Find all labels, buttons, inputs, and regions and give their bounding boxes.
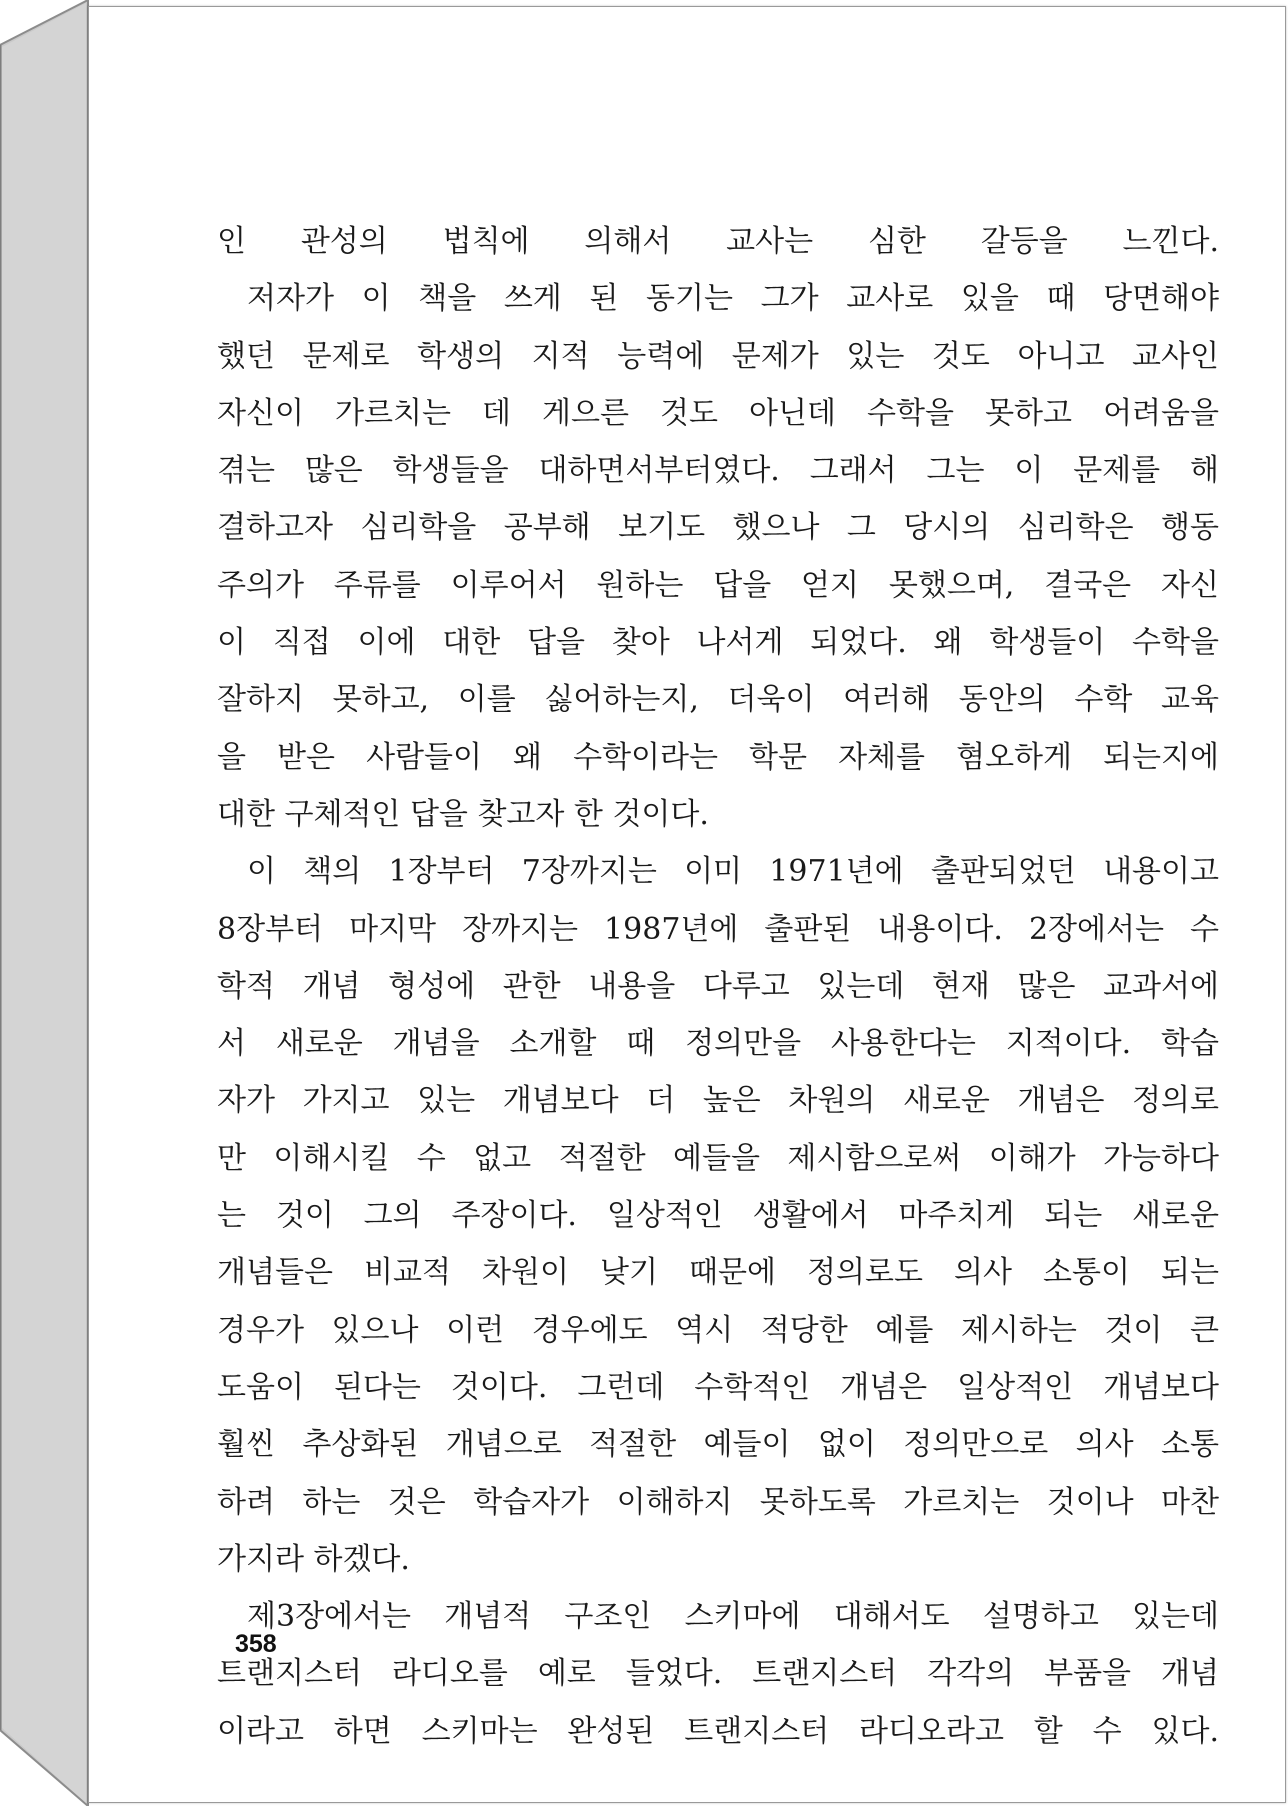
text-line: 훨씬 추상화된 개념으로 적절한 예들이 없이 정의만으로 의사 소통: [217, 1427, 1219, 1463]
text-line: 경우가 있으나 이런 경우에도 역시 적당한 예를 제시하는 것이 큰: [217, 1312, 1219, 1348]
text-line: 개념들은 비교적 차원이 낮기 때문에 정의로도 의사 소통이 되는: [217, 1255, 1219, 1291]
text-line: 자신이 가르치는 데 게으른 것도 아닌데 수학을 못하고 어려움을: [217, 395, 1219, 431]
text-line: 제3장에서는 개념적 구조인 스키마에 대해서도 설명하고 있는데: [247, 1599, 1219, 1635]
text-line: 결하고자 심리학을 공부해 보기도 했으나 그 당시의 심리학은 행동: [217, 510, 1219, 546]
text-line: 서 새로운 개념을 소개할 때 정의만을 사용한다는 지적이다. 학습: [217, 1026, 1219, 1062]
text-line: 잘하지 못하고, 이를 싫어하는지, 더욱이 여러해 동안의 수학 교육: [217, 682, 1219, 718]
text-line: 만 이해시킬 수 없고 적절한 예들을 제시함으로써 이해가 가능하다: [217, 1140, 1219, 1176]
text-line: 인 관성의 법칙에 의해서 교사는 심한 갈등을 느낀다.: [217, 224, 1219, 259]
page-number: 358: [235, 1630, 277, 1658]
text-line: 이라고 하면 스키마는 완성된 트랜지스터 라디오라고 할 수 있다.: [217, 1713, 1219, 1749]
text-line: 트랜지스터 라디오를 예로 들었다. 트랜지스터 각각의 부품을 개념: [217, 1656, 1219, 1692]
text-line: 도움이 된다는 것이다. 그런데 수학적인 개념은 일상적인 개념보다: [217, 1369, 1219, 1405]
text-line: 이 책의 1장부터 7장까지는 이미 1971년에 출판되었던 내용이고: [247, 854, 1219, 890]
text-line: 자가 가지고 있는 개념보다 더 높은 차원의 새로운 개념은 정의로: [217, 1083, 1219, 1119]
text-line: 을 받은 사람들이 왜 수학이라는 학문 자체를 혐오하게 되는지에: [217, 739, 1219, 775]
body-text: [217, 213, 1219, 1760]
text-line: 겪는 많은 학생들을 대하면서부터였다. 그래서 그는 이 문제를 해: [217, 453, 1219, 489]
text-line: 저자가 이 책을 쓰게 된 동기는 그가 교사로 있을 때 당면해야: [247, 281, 1219, 317]
book-page: [88, 6, 1286, 1803]
text-line: 는 것이 그의 주장이다. 일상적인 생활에서 마주치게 되는 새로운: [217, 1198, 1219, 1234]
text-line: 8장부터 마지막 장까지는 1987년에 출판된 내용이다. 2장에서는 수: [217, 911, 1219, 947]
text-line: 대한 구체적인 답을 찾고자 한 것이다.: [217, 796, 709, 832]
text-line: 하려 하는 것은 학습자가 이해하지 못하도록 가르치는 것이나 마찬: [217, 1484, 1219, 1520]
text-line: 했던 문제로 학생의 지적 능력에 문제가 있는 것도 아니고 교사인: [217, 338, 1219, 374]
text-line: 주의가 주류를 이루어서 원하는 답을 얻지 못했으며, 결국은 자신: [217, 567, 1219, 603]
text-line: 학적 개념 형성에 관한 내용을 다루고 있는데 현재 많은 교과서에: [217, 968, 1219, 1004]
text-line: 이 직접 이에 대한 답을 찾아 나서게 되었다. 왜 학생들이 수학을: [217, 625, 1219, 661]
text-line: 가지라 하겠다.: [217, 1541, 410, 1577]
